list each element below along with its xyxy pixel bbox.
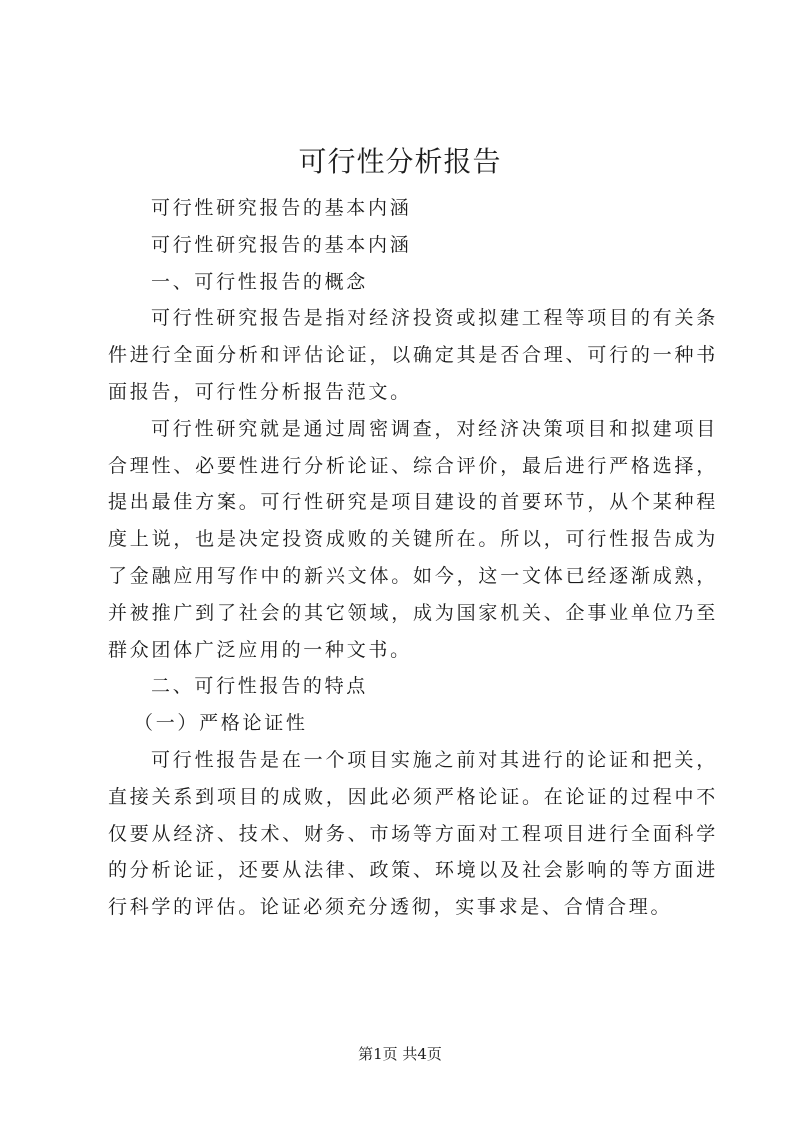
- paragraph-rigor-description: 可行性报告是在一个项目实施之前对其进行的论证和把关，直接关系到项目的成败，因此必须严格论证。在论证的过程中不仅要从经济、技术、财务、市场等方面对工程项目进行全面科学的分析论证，还要从法律、政策、环境以及社会影响的等方面进行科学的评估。论证必须充分透彻，实事求是、合情合理。: [108, 748, 718, 919]
- paragraph-subtitle-1: 可行性研究报告的基本内涵: [151, 197, 412, 219]
- subsection-heading-rigor: （一）严格论证性: [134, 712, 308, 735]
- section-heading-concept: 一、可行性报告的概念: [151, 270, 369, 293]
- paragraph-definition: 可行性研究报告是指对经济投资或拟建工程等项目的有关条件进行全面分析和评估论证，以确定其是否合理、可行的一种书面报告，可行性分析报告范文。: [108, 307, 718, 403]
- page-footer: [0, 1044, 800, 1064]
- page-number: 第1页 共4页: [358, 1045, 442, 1063]
- section-heading-features: 二、可行性报告的特点: [151, 675, 369, 698]
- document-body: [108, 190, 718, 926]
- document-title: 可行性分析报告: [298, 145, 502, 178]
- paragraph-subtitle-2: 可行性研究报告的基本内涵: [151, 233, 412, 256]
- paragraph-research-description: 可行性研究就是通过周密调查，对经济决策项目和拟建项目合理性、必要性进行分析论证、综合评价，最后进行严格选择，提出最佳方案。可行性研究是项目建设的首要环节，从个某种程度上说，也是决定投资成败的关键所在。所以，可行性报告成为了金融应用写作中的新兴文体。如今，这一文体已经逐渐成熟，并被推广到了社会的其它领域，成为国家机关、企事业单位乃至群众团体广泛应用的一种文书。: [108, 417, 718, 661]
